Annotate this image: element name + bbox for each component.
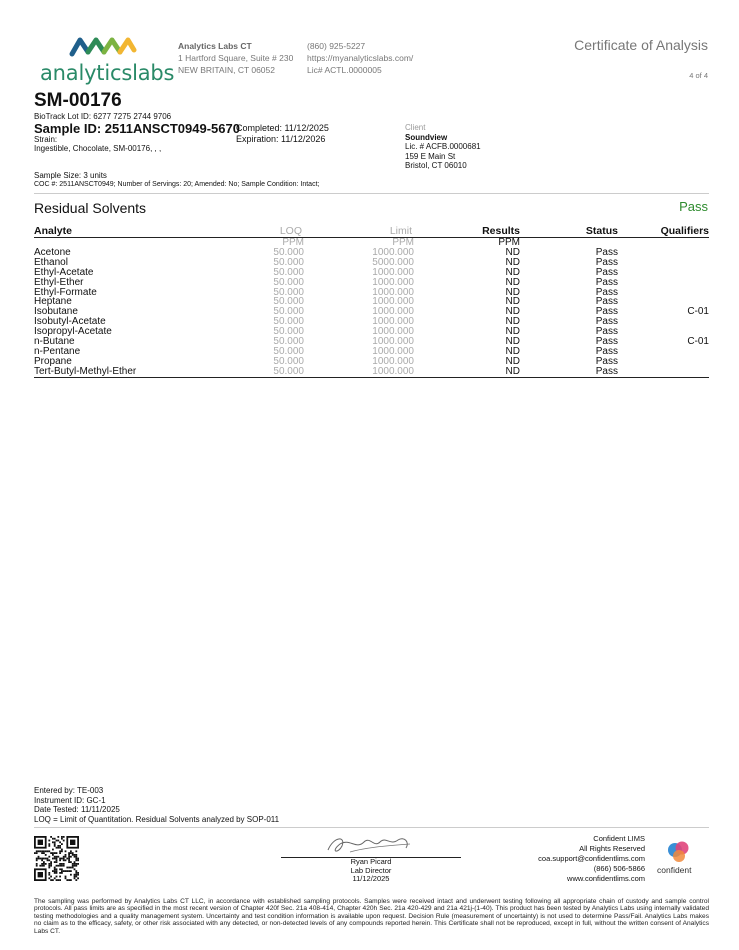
analyte-cell: Isopropyl-Acetate	[34, 326, 112, 338]
loq-cell: 50.000	[273, 306, 304, 318]
loq-cell: 50.000	[273, 246, 304, 258]
expiration-date: Expiration: 11/12/2026	[236, 134, 326, 144]
signature-icon	[320, 832, 420, 858]
result-cell: ND	[505, 276, 520, 288]
lab-license: Lic# ACTL.0000005	[307, 65, 382, 75]
loq-cell: 50.000	[273, 365, 304, 377]
client-license: Lic. # ACFB.0000681	[405, 142, 481, 151]
result-cell: ND	[505, 246, 520, 258]
lab-address-1: 1 Hartford Square, Suite # 230	[178, 53, 294, 63]
client-address-1: 159 E Main St	[405, 151, 456, 161]
lab-name: Analytics Labs CT	[178, 41, 252, 51]
document-title: Certificate of Analysis	[574, 37, 708, 53]
unit-cell: PPM	[498, 237, 520, 248]
analyte-cell: n-Butane	[34, 336, 75, 348]
loq-cell: 50.000	[273, 276, 304, 288]
loq-cell: 50.000	[273, 316, 304, 328]
lab-contact	[307, 40, 413, 76]
status-cell: Pass	[595, 365, 618, 377]
qualifier-cell	[624, 357, 709, 367]
signatory-name: Ryan Picard	[350, 857, 392, 866]
status-cell: Pass	[595, 256, 618, 268]
result-cell: ND	[505, 306, 520, 318]
lot-number: SM-00176	[34, 90, 122, 111]
signatory	[281, 858, 461, 884]
analyte-cell: Tert-Butyl-Methyl-Ether	[34, 365, 137, 377]
result-cell: ND	[505, 256, 520, 268]
limit-cell: 1000.000	[372, 336, 414, 348]
limit-cell: 1000.000	[372, 296, 414, 308]
limit-cell: 1000.000	[372, 266, 414, 278]
limit-cell: 1000.000	[372, 345, 414, 357]
limit-cell: 1000.000	[372, 316, 414, 328]
limit-cell: 5000.000	[372, 256, 414, 268]
lab-website[interactable]: https://myanalyticslabs.com/	[307, 53, 414, 63]
lims-name: Confident LIMS	[593, 834, 645, 843]
company-logo	[40, 34, 175, 85]
table-row	[34, 367, 709, 377]
strain: Strain:	[34, 135, 58, 144]
instrument-id: Instrument ID: GC-1	[34, 795, 106, 805]
lims-phone: (866) 506-5866	[593, 864, 645, 873]
analyte-cell: Isobutane	[34, 306, 78, 318]
analyte-cell: Heptane	[34, 296, 72, 308]
lab-phone: (860) 925-5227	[307, 41, 366, 51]
limit-cell: 1000.000	[372, 286, 414, 298]
section-rule-top	[34, 193, 709, 194]
coc-info: COC #: 2511ANSCT0949; Number of Servings: 20; Amended: No; Sample Condition: Intact;	[34, 181, 320, 188]
unit-cell: PPM	[282, 237, 304, 248]
completed-date: Completed: 11/12/2025	[236, 123, 329, 133]
qualifier-cell: C-01	[687, 336, 709, 348]
test-notes	[34, 786, 279, 824]
result-cell: ND	[505, 355, 520, 367]
limit-cell: 1000.000	[372, 306, 414, 318]
section-status: Pass	[679, 199, 708, 214]
unit-cell	[624, 238, 709, 248]
status-cell: Pass	[595, 276, 618, 288]
loq-cell: 50.000	[273, 266, 304, 278]
status-cell: Pass	[595, 316, 618, 328]
status-cell: Pass	[595, 286, 618, 298]
client-label: Client	[405, 123, 426, 132]
sample-size: Sample Size: 3 units	[34, 171, 107, 180]
status-cell: Pass	[595, 306, 618, 318]
analyte-cell: Isobutyl-Acetate	[34, 316, 106, 328]
lab-info	[178, 40, 293, 76]
analyte-cell: Ethanol	[34, 256, 68, 268]
status-cell: Pass	[595, 326, 618, 338]
confident-wordmark: confident	[657, 865, 692, 875]
result-cell: ND	[505, 326, 520, 338]
result-cell: ND	[505, 316, 520, 328]
qualifier-cell	[624, 278, 709, 288]
qualifier-cell	[624, 288, 709, 298]
loq-cell: 50.000	[273, 345, 304, 357]
loq-cell: 50.000	[273, 326, 304, 338]
lims-info	[538, 834, 645, 884]
status-cell: Pass	[595, 266, 618, 278]
qualifier-cell	[624, 268, 709, 278]
col-results: Results	[414, 226, 524, 238]
result-cell: ND	[505, 336, 520, 348]
client-block	[405, 123, 481, 171]
footer-rule	[34, 827, 709, 828]
entered-by: Entered by: TE-003	[34, 786, 104, 795]
qualifier-cell	[624, 248, 709, 258]
loq-cell: 50.000	[273, 286, 304, 298]
limit-cell: 1000.000	[372, 326, 414, 338]
status-cell: Pass	[595, 336, 618, 348]
unit-cell: PPM	[392, 237, 414, 248]
signature-date: 11/12/2025	[352, 874, 390, 883]
results-table	[34, 226, 709, 378]
qualifier-cell	[624, 258, 709, 268]
sample-id: Sample ID: 2511ANSCT0949-5670	[34, 121, 240, 136]
analyte-cell: Ethyl-Formate	[34, 286, 97, 298]
date-tested: Date Tested: 11/11/2025	[34, 805, 120, 814]
result-cell: ND	[505, 266, 520, 278]
loq-cell: 50.000	[273, 296, 304, 308]
analyte-cell: n-Pentane	[34, 345, 81, 357]
loq-cell: 50.000	[273, 256, 304, 268]
analyte-cell: Ethyl-Ether	[34, 276, 84, 288]
analyte-cell: Propane	[34, 355, 72, 367]
biotrack-id: BioTrack Lot ID: 6277 7275 2744 9706	[34, 112, 172, 121]
result-cell: ND	[505, 365, 520, 377]
col-limit: Limit	[304, 226, 414, 238]
limit-cell: 1000.000	[372, 365, 414, 377]
table-header-row	[34, 226, 709, 238]
limit-cell: 1000.000	[372, 276, 414, 288]
status-cell: Pass	[595, 296, 618, 308]
loq-definition: LOQ = Limit of Quantitation. Residual Solvents analyzed by SOP-011	[34, 814, 280, 824]
qualifier-cell: C-01	[687, 306, 709, 318]
page-number: 4 of 4	[689, 71, 708, 80]
col-loq: LOQ	[194, 226, 304, 238]
limit-cell: 1000.000	[372, 246, 414, 258]
result-cell: ND	[505, 286, 520, 298]
qualifier-cell	[624, 317, 709, 327]
col-analyte: Analyte	[34, 226, 194, 238]
status-cell: Pass	[595, 355, 618, 367]
logo-mark-icon	[40, 34, 162, 64]
result-cell: ND	[505, 296, 520, 308]
limit-cell: 1000.000	[372, 355, 414, 367]
col-status: Status	[524, 226, 624, 238]
section-title: Residual Solvents	[34, 200, 147, 216]
disclaimer: The sampling was performed by Analytics Labs CT LLC, in accordance with established sampling protocols. Samples were received intact and underwent testing following all appropriate chain of custody and sample control protocols. All pass limits are as specified in the most recent version of Chapter 420f Sec. 21a 408-414, Chapter 420h Sec. 21a 420-429 and 21a 421j-(1-40). This product has been tested by Analytics Labs using internally validated testing methodologies and a quality management system. Uncertainty and test condition information is available upon request. Decision Rule (measurement of uncertainty) is not used to determine Pass/Fail. Analytics Labs makes no claim as to the efficacy, safety, or other risk associated with any detected, or non-detected levels of any compounds reported herein. This Certificate shall not be reproduced, except in full, without the written consent of Analytics Labs CT.	[34, 898, 709, 935]
status-cell: Pass	[595, 345, 618, 357]
client-address-2: Bristol, CT 06010	[405, 161, 467, 170]
client-name: Soundview	[405, 132, 448, 142]
status-cell: Pass	[595, 246, 618, 258]
loq-cell: 50.000	[273, 355, 304, 367]
loq-cell: 50.000	[273, 336, 304, 348]
result-cell: ND	[505, 345, 520, 357]
qualifier-cell	[624, 367, 709, 377]
lims-web[interactable]: www.confidentlims.com	[567, 874, 645, 883]
logo-wordmark: analyticslabs	[40, 61, 175, 85]
analyte-cell: Acetone	[34, 246, 71, 258]
confident-logo-icon	[666, 840, 692, 864]
lab-address-2: NEW BRITAIN, CT 06052	[178, 65, 275, 75]
lims-rights: All Rights Reserved	[579, 844, 645, 853]
analyte-cell: Ethyl-Acetate	[34, 266, 94, 278]
signatory-title: Lab Director	[350, 865, 392, 875]
lims-email[interactable]: coa.support@confidentlims.com	[538, 854, 645, 863]
matrix: Ingestible, Chocolate, SM-00176, , ,	[34, 144, 162, 153]
qr-code-icon[interactable]	[34, 836, 79, 881]
qualifier-cell	[624, 347, 709, 357]
col-qualifiers: Qualifiers	[624, 226, 709, 238]
